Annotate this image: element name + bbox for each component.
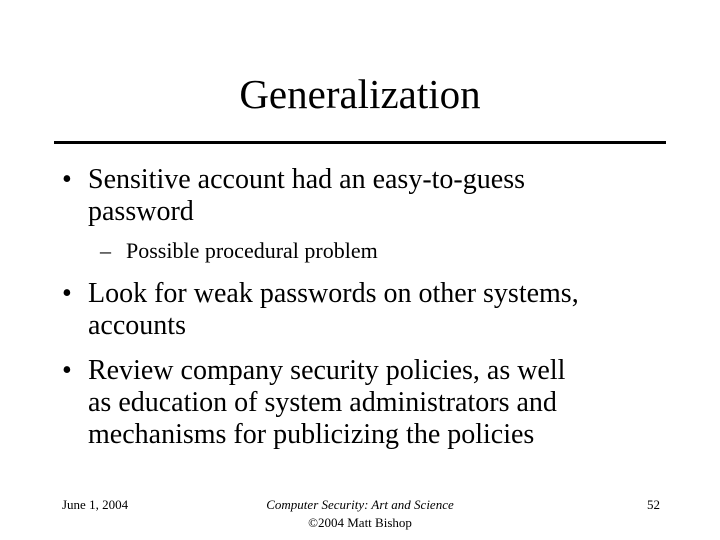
bullet-line: Sensitive account had an easy-to-guess (88, 164, 525, 195)
slide-title: Generalization (239, 71, 481, 117)
sub-bullet-marker: – (100, 238, 111, 263)
bullet-marker: • (62, 355, 72, 386)
footer-date: June 1, 2004 (62, 497, 129, 512)
bullet-line: password (88, 196, 194, 227)
bullet-marker: • (62, 278, 72, 309)
bullet-text (88, 278, 668, 342)
bullet-line: mechanisms for publicizing the policies (88, 419, 535, 450)
bullet-line: Look for weak passwords on other systems, (88, 278, 579, 309)
bullet-line: Review company security policies, as well (88, 355, 566, 386)
footer-citation (210, 496, 510, 532)
footer-copyright: ©2004 Matt Bishop (308, 515, 412, 530)
bullet-marker: • (62, 164, 72, 195)
bullet-text (88, 355, 668, 451)
page-number: 52 (647, 497, 660, 512)
sub-bullet-text: Possible procedural problem (126, 238, 378, 263)
title-divider (54, 141, 666, 144)
bullet-line: accounts (88, 310, 186, 341)
footer-course-title: Computer Security: Art and Science (266, 497, 454, 512)
bullet-line: as education of system administrators and (88, 387, 557, 418)
bullet-text (88, 164, 668, 228)
